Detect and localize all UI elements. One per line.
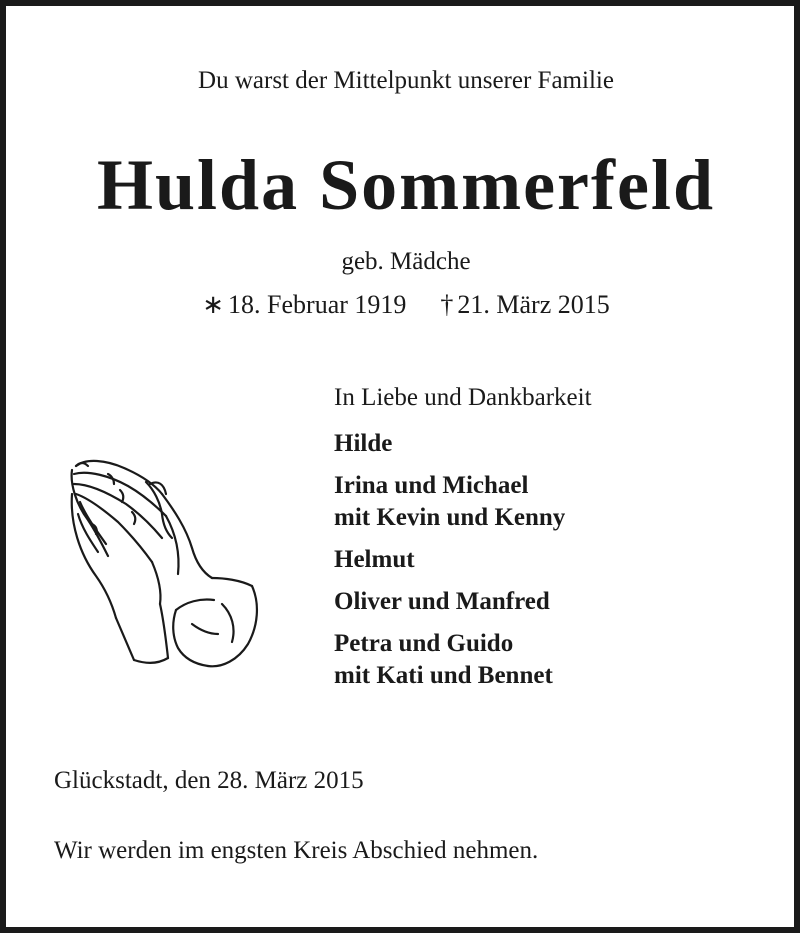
death-date: 21. März 2015 — [457, 290, 610, 319]
maiden-name: geb. Mädche — [341, 248, 471, 275]
mourners-list — [334, 382, 754, 702]
birth-star-icon: ∗ — [202, 290, 225, 319]
mourner-line: Irina und Michael — [334, 472, 529, 499]
birth-date: 18. Februar 1919 — [228, 290, 407, 319]
life-dates — [6, 289, 800, 321]
praying-hands-icon — [62, 454, 267, 674]
mourner-group — [334, 628, 754, 692]
mourner-group — [334, 470, 754, 534]
mourner-line: Hilde — [334, 430, 393, 457]
death-cross-icon: † — [440, 290, 454, 319]
mourner-line: Helmut — [334, 546, 415, 573]
mourner-line: mit Kevin und Kenny — [334, 504, 566, 531]
mourner-line: Oliver und Manfred — [334, 588, 550, 615]
mourner-line: mit Kati und Bennet — [334, 662, 553, 689]
closing-note: Wir werden im engsten Kreis Abschied nehmen. — [54, 837, 539, 864]
motto-line: Du warst der Mittelpunkt unserer Familie — [198, 67, 614, 94]
mourner-group — [334, 586, 754, 618]
mourner-group — [334, 544, 754, 576]
mourner-line: Petra und Guido — [334, 630, 514, 657]
mourner-group — [334, 428, 754, 460]
mourners-intro: In Liebe und Dankbarkeit — [334, 384, 592, 411]
deceased-name: Hulda Sommerfeld — [97, 145, 715, 225]
place-and-date: Glückstadt, den 28. März 2015 — [54, 767, 364, 794]
